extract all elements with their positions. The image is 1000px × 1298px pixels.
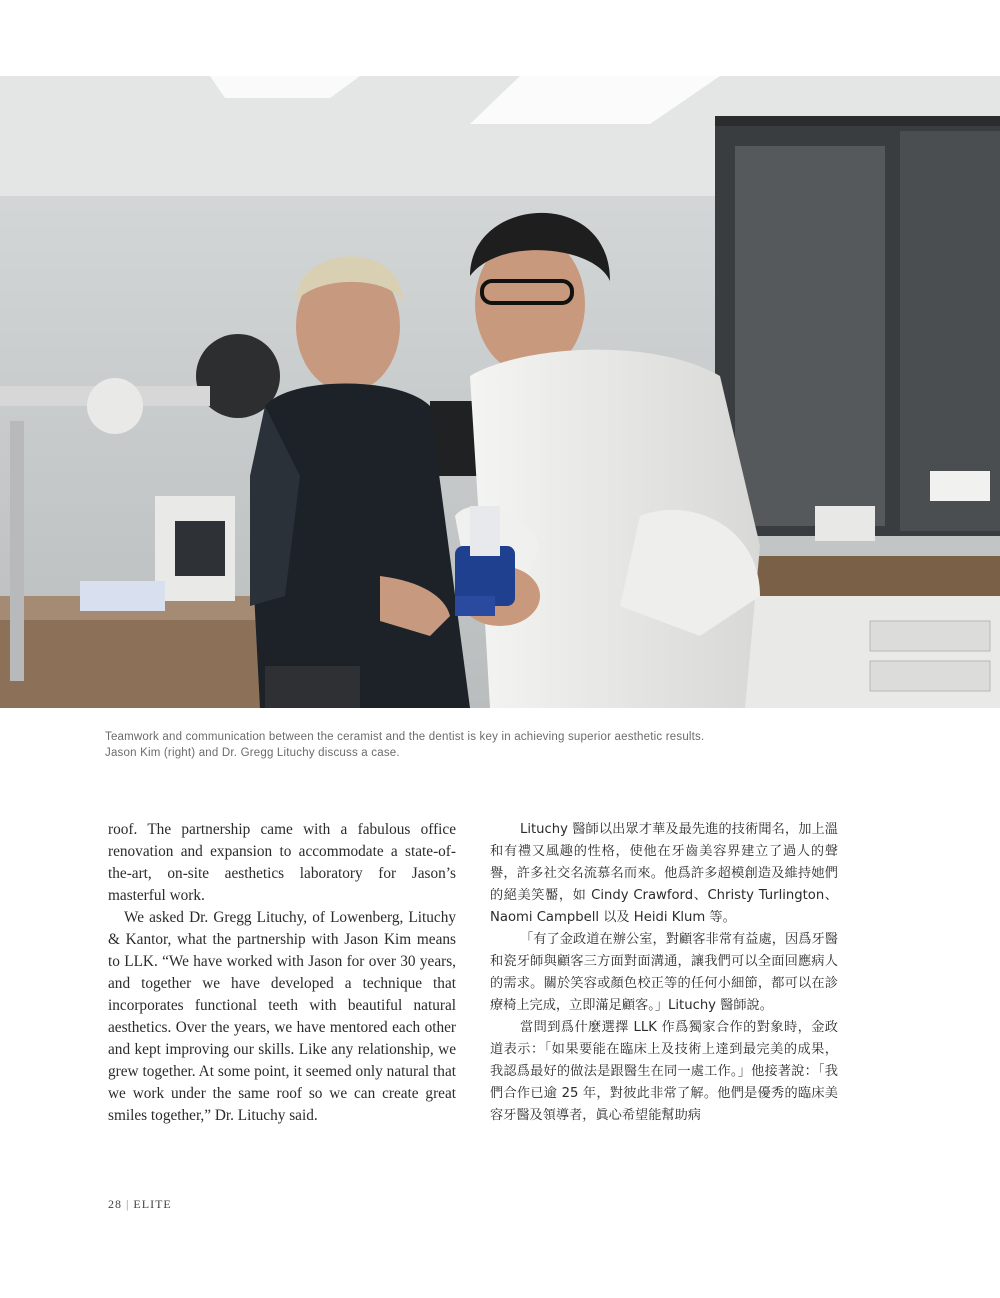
- feature-photo: [0, 76, 1000, 708]
- caption-line-2: Jason Kim (right) and Dr. Gregg Lituchy discuss a case.: [105, 747, 400, 759]
- page-footer: [108, 1197, 172, 1212]
- english-paragraph-2: We asked Dr. Gregg Lituchy, of Lowenberg, Lituchy & Kantor, what the partnership with Jason Kim means to LLK. “We have worked with Jason for over 30 years, and together we have developed a technique that incorporates functional teeth with beautiful natural aesthetics. Over the years, we have mentored each other and kept improving our skills. Like any relationship, we grew together. At some point, it seemed only natural that we work under the same roof so we can create great smiles together,” Dr. Lituchy said.: [108, 909, 456, 1124]
- english-column: [108, 819, 456, 1127]
- page-number: 28: [108, 1197, 122, 1211]
- chinese-paragraph-1: Lituchy 醫師以出眾才華及最先進的技術聞名，加上溫和有禮又風趣的性格，使他在牙齒美容界建立了過人的聲譽，許多社交名流慕名而來。他爲許多超模創造及維持她們的絕美笑靨，如 Cindy Crawford、Christy Turlington、Naomi Campbell 以及 Heidi Klum 等。: [490, 822, 838, 925]
- lab-scene-illustration: [0, 76, 1000, 708]
- photo-caption: [105, 729, 865, 761]
- chinese-paragraph-2: 「有了金政道在辦公室，對顧客非常有益處，因爲牙醫和瓷牙師與顧客三方面對面溝通，讓我們可以全面回應病人的需求。關於笑容或顏色校正等的任何小細節，都可以在診療椅上完成，立即滿足顧客。」Lituchy 醫師說。: [490, 932, 838, 1013]
- chinese-paragraph-3: 當問到爲什麼選擇 LLK 作爲獨家合作的對象時，金政道表示：「如果要能在臨床上及技術上達到最完美的成果，我認爲最好的做法是跟醫生在同一處工作。」他接著說：「我們合作已逾 25 年，對彼此非常了解。他們是優秀的臨床美容牙醫及領導者，眞心希望能幫助病: [490, 1020, 838, 1123]
- folio-separator: |: [126, 1197, 130, 1211]
- caption-line-1: Teamwork and communication between the ceramist and the dentist is key in achieving superior aesthetic results.: [105, 731, 705, 743]
- chinese-column: [490, 819, 838, 1127]
- english-paragraph-1: roof. The partnership came with a fabulous office renovation and expansion to accommodate a state-of-the-art, on-site aesthetics laboratory for Jason’s masterful work.: [108, 821, 456, 904]
- magazine-name: ELITE: [133, 1197, 172, 1211]
